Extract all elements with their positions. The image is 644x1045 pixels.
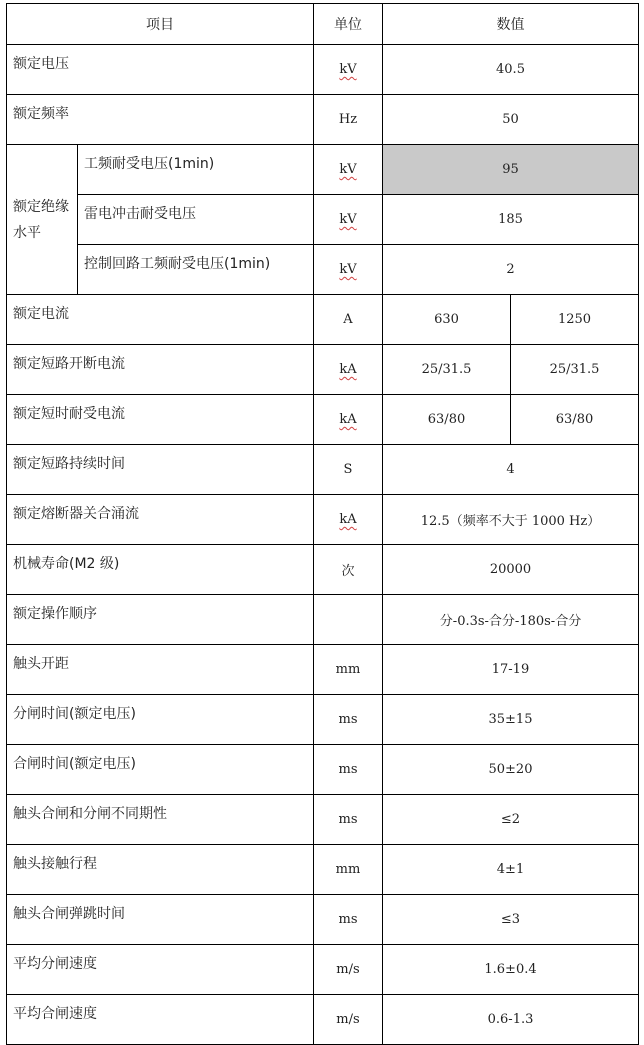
table-row bbox=[7, 245, 639, 295]
unit-cell: ms bbox=[314, 895, 383, 945]
item-cell: 平均合闸速度 bbox=[7, 995, 314, 1045]
unit-cell: kV bbox=[314, 145, 383, 195]
value-cell-b: 1250 bbox=[511, 295, 639, 345]
spec-table bbox=[6, 3, 639, 1045]
table-row bbox=[7, 395, 639, 445]
table-row bbox=[7, 945, 639, 995]
item-cell: 机械寿命(M2 级) bbox=[7, 545, 314, 595]
item-cell: 雷电冲击耐受电压 bbox=[78, 195, 314, 245]
item-cell: 触头合闸弹跳时间 bbox=[7, 895, 314, 945]
table-row bbox=[7, 895, 639, 945]
value-cell: 50±20 bbox=[383, 745, 639, 795]
value-cell: 4±1 bbox=[383, 845, 639, 895]
item-cell: 额定短路持续时间 bbox=[7, 445, 314, 495]
value-cell: ≤2 bbox=[383, 795, 639, 845]
table-row bbox=[7, 445, 639, 495]
unit-cell: kV bbox=[314, 195, 383, 245]
value-cell: 1.6±0.4 bbox=[383, 945, 639, 995]
table-row bbox=[7, 495, 639, 545]
table-row bbox=[7, 645, 639, 695]
value-cell-a: 25/31.5 bbox=[383, 345, 511, 395]
value-cell-a: 630 bbox=[383, 295, 511, 345]
value-cell: 50 bbox=[383, 95, 639, 145]
value-cell-b: 63/80 bbox=[511, 395, 639, 445]
value-cell: 40.5 bbox=[383, 45, 639, 95]
table-row bbox=[7, 995, 639, 1045]
unit-cell: kV bbox=[314, 245, 383, 295]
table-row bbox=[7, 545, 639, 595]
table-row bbox=[7, 745, 639, 795]
unit-cell: kA bbox=[314, 345, 383, 395]
value-cell: 0.6-1.3 bbox=[383, 995, 639, 1045]
item-cell: 额定熔断器关合涌流 bbox=[7, 495, 314, 545]
table-row bbox=[7, 795, 639, 845]
unit-cell: kV bbox=[314, 45, 383, 95]
value-cell: 12.5（频率不大于 1000 Hz） bbox=[383, 495, 639, 545]
value-cell: 95 bbox=[383, 145, 639, 195]
value-cell: 17-19 bbox=[383, 645, 639, 695]
item-cell: 触头接触行程 bbox=[7, 845, 314, 895]
value-cell: 185 bbox=[383, 195, 639, 245]
unit-cell: 次 bbox=[314, 545, 383, 595]
item-cell: 额定电流 bbox=[7, 295, 314, 345]
header-row bbox=[7, 4, 639, 45]
value-cell: ≤3 bbox=[383, 895, 639, 945]
value-cell: 4 bbox=[383, 445, 639, 495]
unit-cell: kA bbox=[314, 395, 383, 445]
value-cell: 35±15 bbox=[383, 695, 639, 745]
item-cell: 工频耐受电压(1min) bbox=[78, 145, 314, 195]
table-row bbox=[7, 45, 639, 95]
unit-cell: ms bbox=[314, 695, 383, 745]
table-row bbox=[7, 695, 639, 745]
header-unit: 单位 bbox=[314, 4, 383, 45]
item-cell: 额定电压 bbox=[7, 45, 314, 95]
unit-cell: ms bbox=[314, 795, 383, 845]
unit-cell: m/s bbox=[314, 945, 383, 995]
item-cell: 平均分闸速度 bbox=[7, 945, 314, 995]
unit-cell: S bbox=[314, 445, 383, 495]
value-cell: 2 bbox=[383, 245, 639, 295]
item-cell: 触头开距 bbox=[7, 645, 314, 695]
unit-cell: kA bbox=[314, 495, 383, 545]
insulation-group-label: 额定绝缘水平 bbox=[7, 145, 78, 295]
header-item: 项目 bbox=[7, 4, 314, 45]
unit-cell: m/s bbox=[314, 995, 383, 1045]
table-row bbox=[7, 95, 639, 145]
unit-cell: Hz bbox=[314, 95, 383, 145]
header-value: 数值 bbox=[383, 4, 639, 45]
unit-cell: mm bbox=[314, 645, 383, 695]
item-cell: 控制回路工频耐受电压(1min) bbox=[78, 245, 314, 295]
table-row bbox=[7, 845, 639, 895]
unit-cell: mm bbox=[314, 845, 383, 895]
item-cell: 合闸时间(额定电压) bbox=[7, 745, 314, 795]
item-cell: 触头合闸和分闸不同期性 bbox=[7, 795, 314, 845]
table-row bbox=[7, 195, 639, 245]
table-row bbox=[7, 345, 639, 395]
item-cell: 分闸时间(额定电压) bbox=[7, 695, 314, 745]
item-cell: 额定频率 bbox=[7, 95, 314, 145]
unit-cell: ms bbox=[314, 745, 383, 795]
value-cell: 分-0.3s-合分-180s-合分 bbox=[383, 595, 639, 645]
item-cell: 额定短时耐受电流 bbox=[7, 395, 314, 445]
item-cell: 额定短路开断电流 bbox=[7, 345, 314, 395]
item-cell: 额定操作顺序 bbox=[7, 595, 314, 645]
value-cell-b: 25/31.5 bbox=[511, 345, 639, 395]
unit-cell bbox=[314, 595, 383, 645]
table-row bbox=[7, 595, 639, 645]
table-row bbox=[7, 295, 639, 345]
value-cell-a: 63/80 bbox=[383, 395, 511, 445]
value-cell: 20000 bbox=[383, 545, 639, 595]
table-row bbox=[7, 145, 639, 195]
unit-cell: A bbox=[314, 295, 383, 345]
